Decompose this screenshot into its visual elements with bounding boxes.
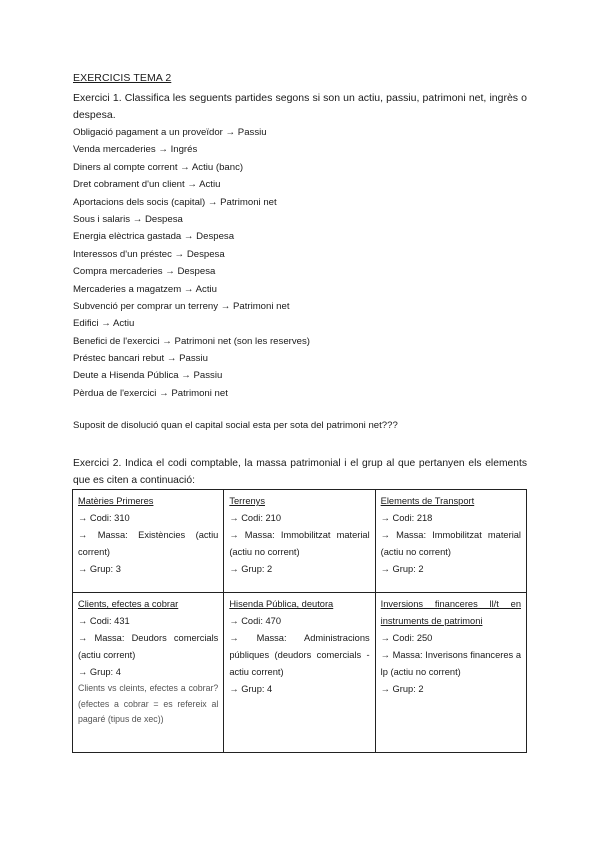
list-item: Compra mercaderies → Despesa [73, 266, 216, 278]
list-item: Subvenció per comprar un terreny → Patrimoni net [73, 300, 290, 312]
table-cell [73, 490, 224, 593]
list-item: Obligació pagament a un proveïdor → Passiu [73, 127, 267, 138]
cell-group: → Grup: 4 [229, 684, 273, 694]
accounts-table [72, 489, 527, 753]
cell-mass: → Massa: Immobilitzat material (actiu no corrent) [229, 530, 370, 557]
exercise1-intro: Exercici 1. Classifica les seguents partides segons si son un actiu, passiu, patrimoni net, ingrès o despesa. [73, 92, 527, 121]
cell-mass: → Massa: Administracions públiques (deudors comercials - actiu corrent) [229, 633, 370, 677]
cell-mass: → Massa: Immobilitzat material (actiu no corrent) [380, 530, 521, 557]
cell-code: → Codi: 431 [78, 616, 130, 626]
cell-title: Clients, efectes a cobrar [78, 599, 179, 609]
table-row [73, 490, 527, 593]
cell-note: Clients vs cleints, efectes a cobrar? (efectes a cobrar = es refereix al pagaré (tipus de xec)) [78, 683, 219, 724]
list-item: Interessos d'un préstec → Despesa [73, 248, 225, 260]
list-item: Edifici → Actiu [73, 318, 135, 330]
list-item: Venda mercaderies → Ingrés [73, 144, 198, 156]
table-row [73, 593, 527, 753]
exercise1-list [73, 124, 310, 402]
cell-code: → Codi: 250 [380, 633, 433, 643]
cell-group: → Grup: 2 [380, 684, 424, 694]
cell-title: Inversions financeres ll/t en instruments de patrimoni [380, 599, 521, 626]
list-item: Deute a Hisenda Pública → Passiu [73, 370, 223, 382]
cell-title: Terrenys [229, 496, 265, 506]
cell-code: → Codi: 310 [78, 513, 130, 523]
table-cell [375, 593, 526, 753]
list-item: Préstec bancari rebut → Passiu [73, 353, 208, 365]
table-cell [73, 593, 224, 753]
table-cell [224, 490, 375, 593]
cell-code: → Codi: 470 [229, 616, 282, 626]
cell-title: Matèries Primeres [78, 496, 154, 506]
cell-mass: → Massa: Existències (actiu corrent) [78, 530, 219, 557]
cell-group: → Grup: 4 [78, 667, 121, 677]
document-title: EXERCICIS TEMA 2 [73, 72, 172, 84]
cell-mass: → Massa: Deudors comercials (actiu corrent) [78, 633, 219, 660]
list-item: Dret cobrament d'un client → Actiu [73, 179, 221, 191]
list-item: Pèrdua de l'exercici → Patrimoni net [73, 387, 228, 399]
cell-title: Hisenda Pública, deutora [229, 599, 334, 609]
list-item: Sous i salaris → Despesa [73, 213, 183, 225]
cell-group: → Grup: 3 [78, 564, 121, 574]
list-item: Energia elèctrica gastada → Despesa [73, 231, 235, 243]
list-item: Benefici de l'exercici → Patrimoni net (son les reserves) [73, 335, 310, 347]
cell-mass: → Massa: Inverisons financeres a lp (actiu no corrent) [380, 650, 521, 677]
cell-title: Elements de Transport [380, 496, 475, 506]
table-cell [375, 490, 526, 593]
cell-group: → Grup: 2 [229, 564, 273, 574]
list-item: Diners al compte corrent → Actiu (banc) [73, 161, 244, 173]
list-item: Aportacions dels socis (capital) → Patrimoni net [73, 196, 277, 208]
cell-code: → Codi: 210 [229, 513, 282, 523]
table-cell [224, 593, 375, 753]
dissolution-question: Suposit de disolució quan el capital social esta per sota del patrimoni net??? [73, 420, 398, 431]
exercise2-intro: Exercici 2. Indica el codi comptable, la massa patrimonial i el grup al que pertanyen els elements que es citen a continuació: [73, 458, 527, 486]
list-item: Mercaderies a magatzem → Actiu [73, 283, 217, 295]
cell-code: → Codi: 218 [380, 513, 433, 523]
cell-group: → Grup: 2 [380, 564, 424, 574]
